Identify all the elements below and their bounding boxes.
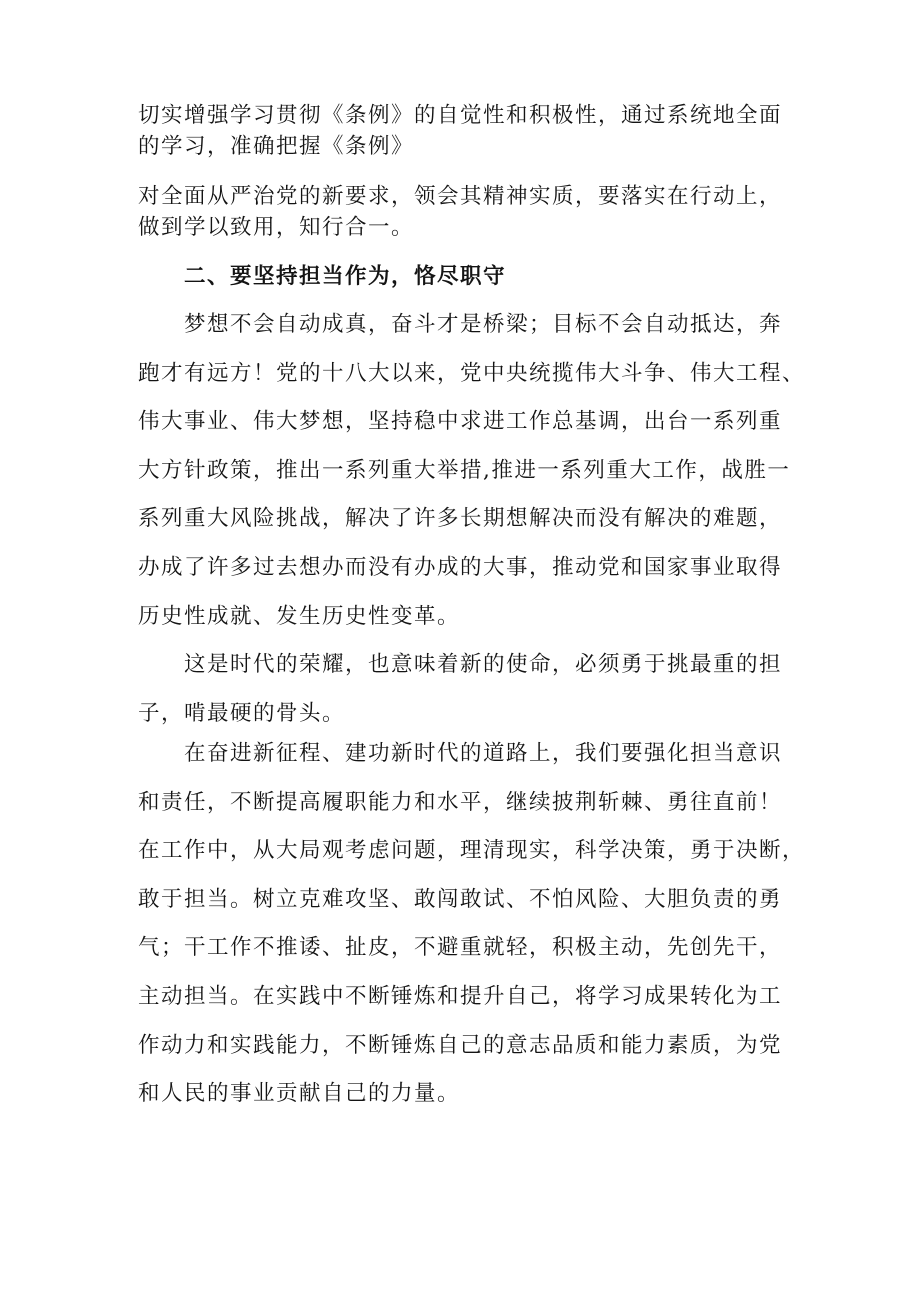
text-line: 对全面从严治党的新要求，领会其精神实质，要落实在行动上，	[138, 184, 783, 209]
paragraph-dream	[138, 301, 806, 641]
text-line: 子，啃最硬的骨头。	[138, 700, 346, 726]
text-line: 作动力和实践能力，不断锤炼自己的意志品质和能力素质，为党	[138, 1032, 783, 1058]
text-line: 办成了许多过去想办而没有办成的大事，推动党和国家事业取得	[138, 554, 783, 580]
text-line: 切实增强学习贯彻《条例》的自觉性和积极性，通过系统地全面	[138, 103, 783, 128]
text-line: 历史性成就、发生历史性变革。	[138, 603, 461, 629]
text-line: 做到学以致用，知行合一。	[138, 215, 415, 240]
continuation-paragraph	[138, 181, 798, 243]
text-line: 系列重大风险挑战，解决了许多长期想解决而没有解决的难题，	[138, 506, 783, 532]
intro-paragraph	[138, 100, 798, 162]
text-line: 在工作中，从大局观考虑问题，理清现实，科学决策，勇于决断，	[138, 838, 806, 864]
text-line: 气；干工作不推诿、扯皮，不避重就轻，积极主动，先创先干，	[138, 935, 783, 961]
text-line: 的学习，准确把握《条例》	[138, 134, 415, 159]
text-line: 敢于担当。树立克难攻坚、敢闯敢试、不怕风险、大胆负责的勇	[138, 886, 783, 912]
text-line: 梦想不会自动成真，奋斗才是桥梁；目标不会自动抵达，奔	[184, 312, 783, 337]
section-heading-block	[138, 253, 798, 302]
paragraph-new-journey	[138, 730, 806, 1119]
text-line: 这是时代的荣耀，也意味着新的使命，必须勇于挑最重的担	[184, 652, 783, 677]
text-line: 跑才有远方！党的十八大以来，党中央统揽伟大斗争、伟大工程、	[138, 360, 806, 386]
text-line: 伟大事业、伟大梦想，坚持稳中求进工作总基调，出台一系列重	[138, 409, 783, 435]
text-line: 和人民的事业贡献自己的力量。	[138, 1081, 461, 1107]
text-line: 大方针政策，推出一系列重大举措,推进一系列重大工作，战胜一	[138, 457, 791, 483]
section-heading: 二、要坚持担当作为，恪尽职守	[184, 264, 507, 289]
text-line: 主动担当。在实践中不断锤炼和提升自己，将学习成果转化为工	[138, 983, 783, 1009]
text-line: 和责任，不断提高履职能力和水平，继续披荆斩棘、勇往直前！	[138, 789, 783, 815]
text-line: 在奋进新征程、建功新时代的道路上，我们要强化担当意识	[184, 741, 783, 766]
paragraph-glory	[138, 641, 798, 738]
